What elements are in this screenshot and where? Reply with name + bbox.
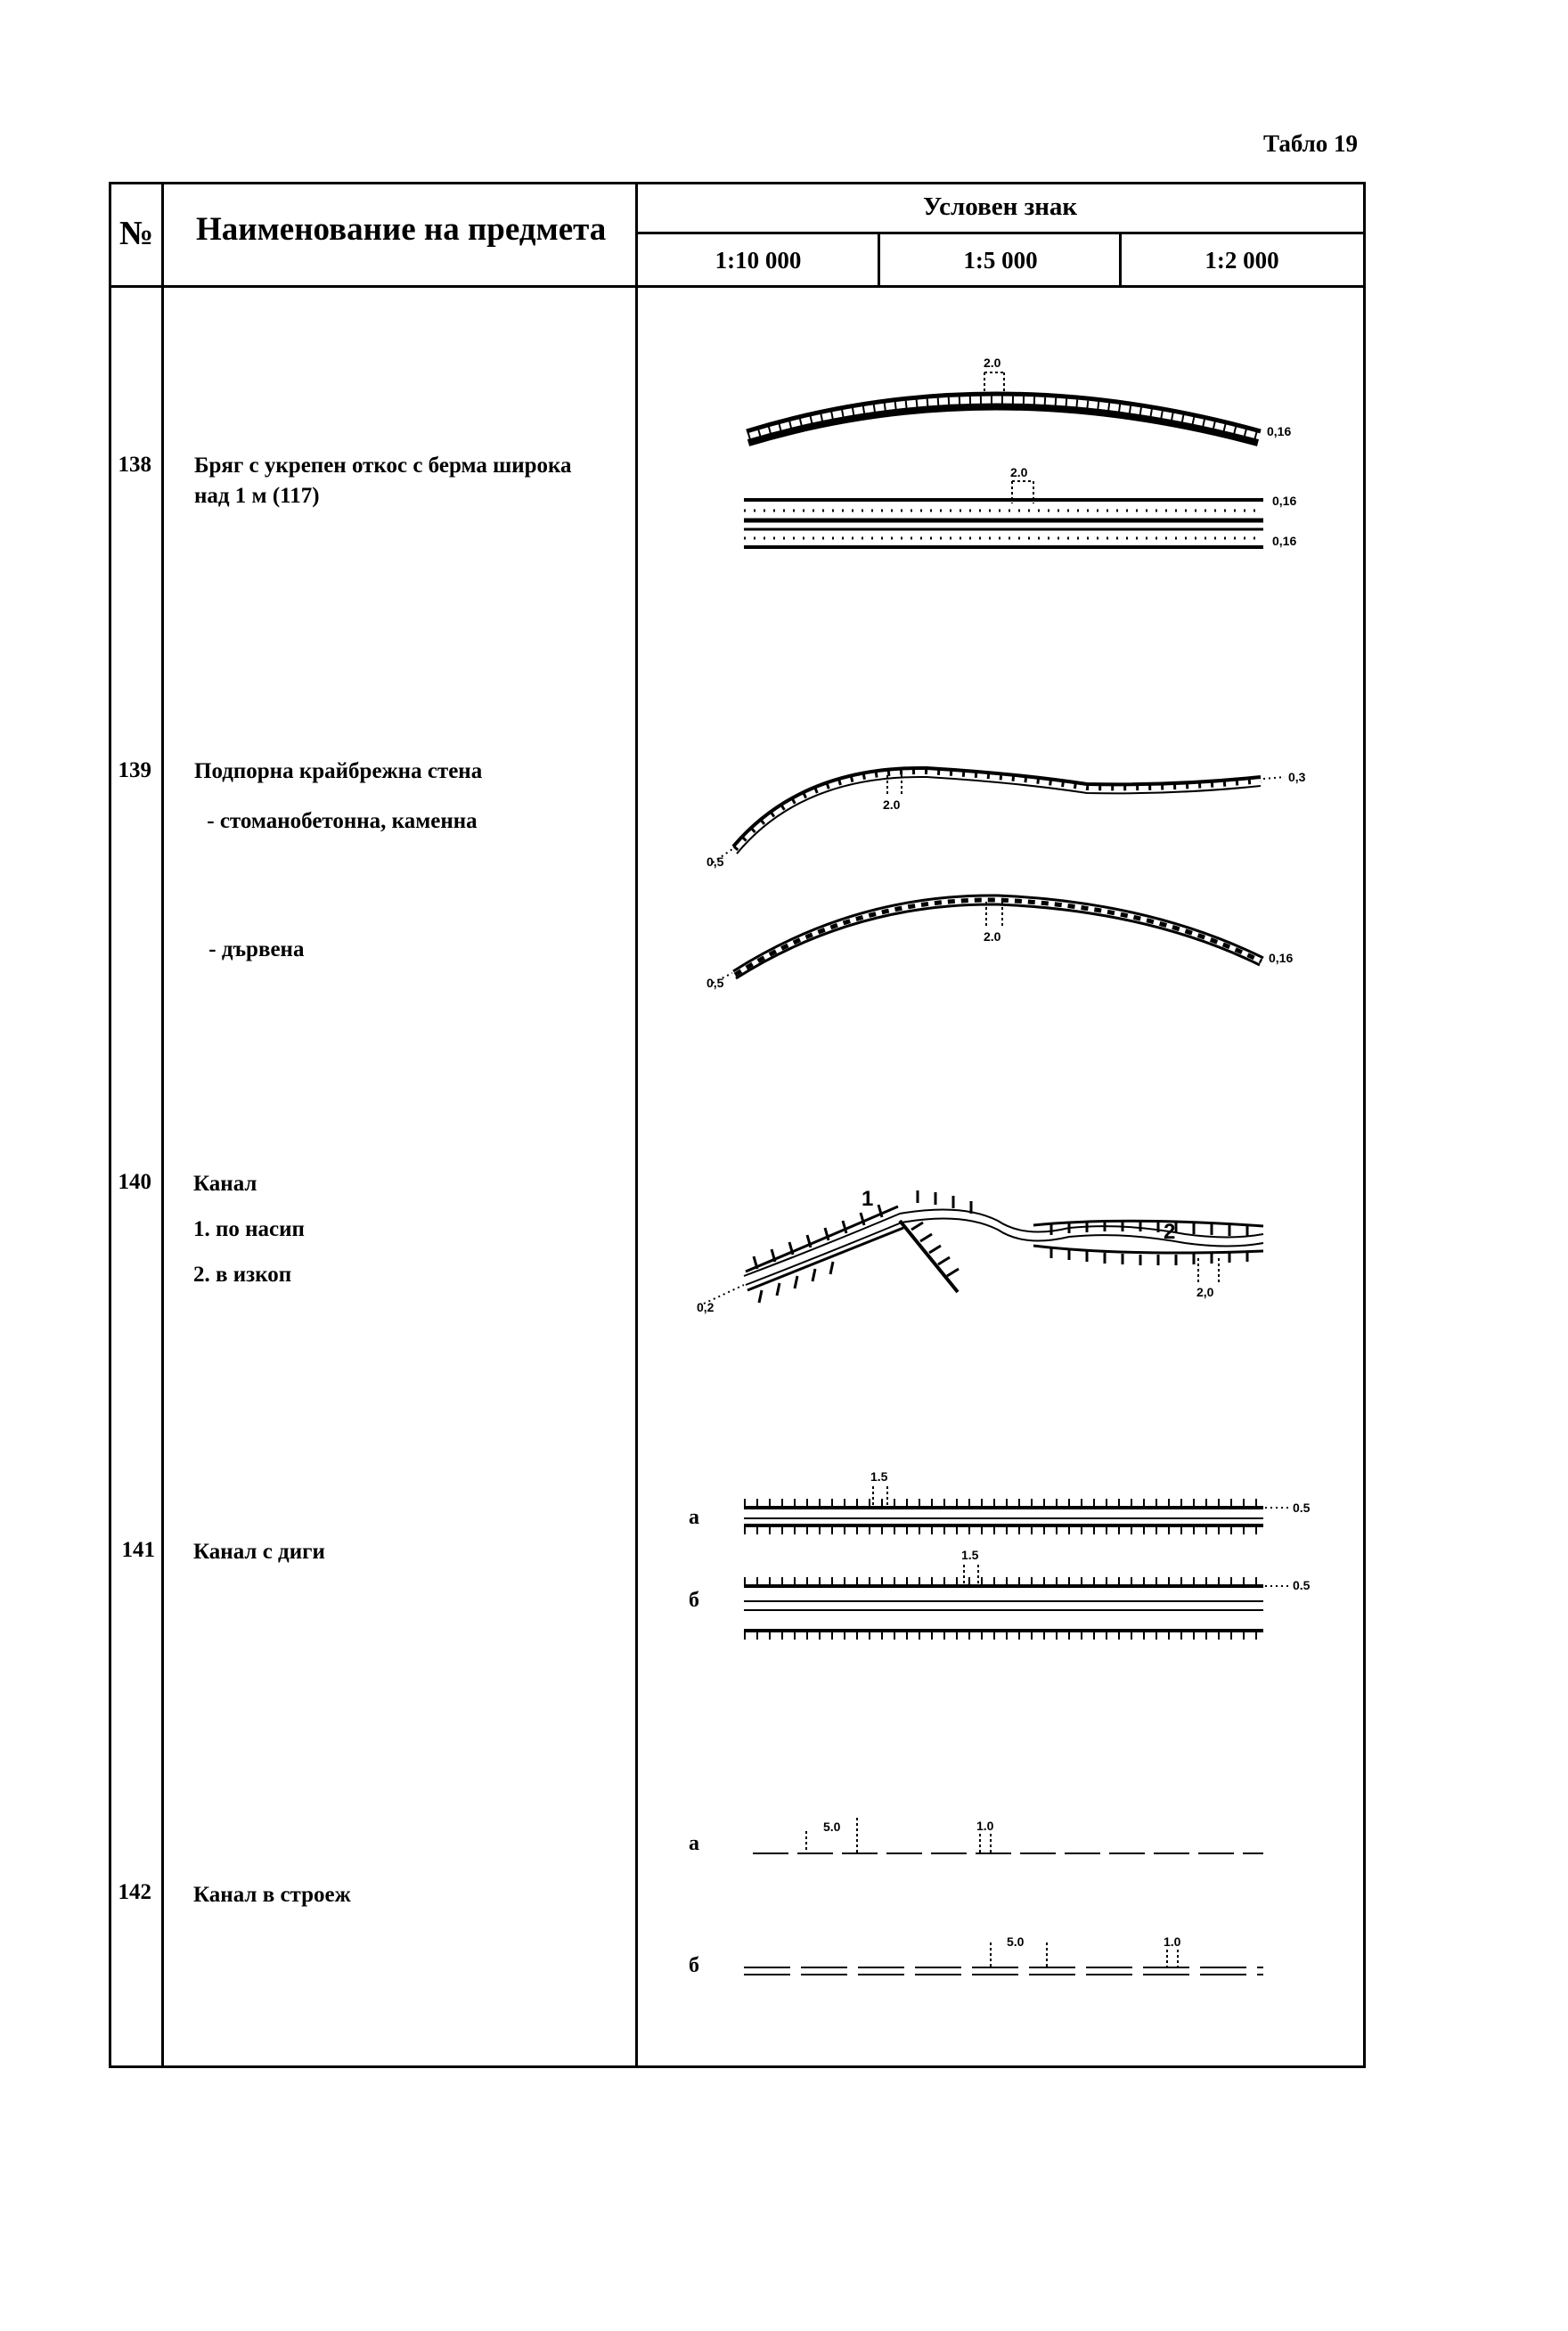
row-140-number: 140 xyxy=(118,1170,151,1194)
row-140-label-2: 2 xyxy=(1164,1220,1176,1244)
header-scale-2000: 1:2 000 xyxy=(1205,247,1279,274)
header-conventional-sign: Условен знак xyxy=(923,192,1078,221)
row-139-left-label-b: 0,5 xyxy=(706,976,724,990)
row-141-number: 141 xyxy=(121,1538,155,1562)
row-138-number: 138 xyxy=(118,453,151,477)
row-141-symbol-b xyxy=(744,1581,1292,1636)
row-142-line-1: Канал в строеж xyxy=(193,1883,351,1907)
header-item-name: Наименование на предмета xyxy=(196,211,607,248)
row-138-straight-bank-symbol xyxy=(744,500,1263,547)
row-139-line-1: Подпорна крайбрежна стена xyxy=(194,759,483,783)
row-138-width-label-b2: 0,16 xyxy=(1272,534,1297,548)
row-141-dimension-b xyxy=(964,1565,978,1586)
row-142-dim-label-a1: 5.0 xyxy=(823,1820,841,1834)
row-140-canal-ticks xyxy=(754,1190,1247,1303)
row-141-dim-label-b: 1.5 xyxy=(961,1548,979,1562)
row-139-line-3: - дървена xyxy=(203,937,305,961)
row-142-mark-a: а xyxy=(689,1832,699,1855)
row-138-dim-label-a: 2.0 xyxy=(984,356,1001,370)
row-142-mark-b: б xyxy=(689,1954,699,1977)
row-139-dim-label-a: 2.0 xyxy=(883,797,901,812)
row-142-symbol-b xyxy=(744,1967,1263,1975)
row-138-width-label-b1: 0,16 xyxy=(1272,494,1297,508)
row-142-dim-label-a2: 1.0 xyxy=(976,1819,994,1833)
row-140-left-label: 0,2 xyxy=(697,1300,715,1314)
header-number: № xyxy=(119,215,154,252)
row-138-curved-bank-symbol xyxy=(747,394,1261,443)
row-140-line-3: 2. в изкоп xyxy=(193,1263,292,1287)
row-141-mark-b: б xyxy=(689,1589,699,1612)
row-140-line-1: Канал xyxy=(193,1172,257,1196)
row-139-dim-label-b: 2.0 xyxy=(984,929,1001,944)
row-138-dim-label-b: 2.0 xyxy=(1010,465,1028,479)
table-caption: Табло 19 xyxy=(1263,130,1359,157)
row-140-line-2: 1. по насип xyxy=(193,1217,305,1241)
row-140-label-1: 1 xyxy=(862,1187,874,1211)
row-141-right-label-b: 0.5 xyxy=(1293,1578,1311,1592)
row-141-right-label-a: 0.5 xyxy=(1293,1501,1311,1515)
row-140-dimension xyxy=(1198,1258,1219,1283)
row-141-line-1: Канал с диги xyxy=(193,1540,325,1564)
header-scale-5000: 1:5 000 xyxy=(963,247,1038,274)
row-142-number: 142 xyxy=(118,1880,151,1904)
row-141-dim-label-a: 1.5 xyxy=(870,1469,888,1484)
row-142-dim-label-b1: 5.0 xyxy=(1007,1934,1025,1949)
header-scale-10000: 1:10 000 xyxy=(715,247,802,274)
row-140-dim-label: 2,0 xyxy=(1196,1285,1214,1299)
row-141-symbol-a xyxy=(744,1502,1292,1531)
row-139-number: 139 xyxy=(118,758,151,782)
row-141-mark-a: а xyxy=(689,1506,699,1529)
row-141-dimension-a xyxy=(873,1486,887,1508)
row-142-dim-label-b2: 1.0 xyxy=(1164,1934,1181,1949)
row-139-right-label-a: 0,3 xyxy=(1288,770,1306,784)
row-139-stone-wall-symbol xyxy=(713,768,1285,863)
row-138-width-label-a: 0,16 xyxy=(1267,424,1292,438)
row-138-line-2: над 1 м (117) xyxy=(194,484,320,508)
row-139-line-2: - стоманобетонна, каменна xyxy=(201,809,478,833)
row-139-right-label-b: 0,16 xyxy=(1269,951,1294,965)
row-140-canal-symbol xyxy=(704,1206,1263,1304)
row-139-left-label-a: 0,5 xyxy=(706,855,724,869)
row-138-line-1: Бряг с укрепен откос с берма широка xyxy=(194,454,572,478)
